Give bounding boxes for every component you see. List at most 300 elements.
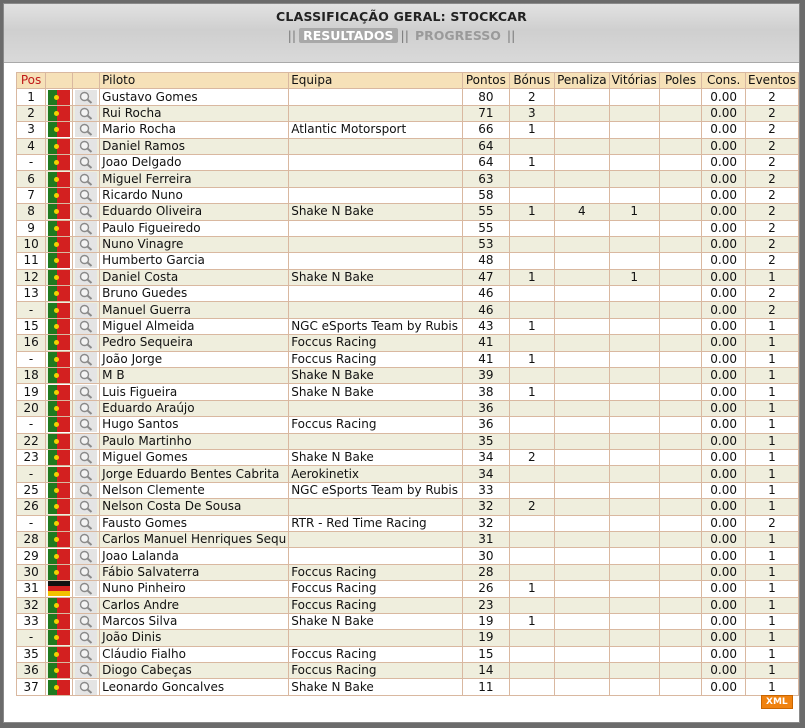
table-row	[17, 122, 799, 138]
cons-cell: 0.00	[702, 335, 746, 351]
table-row	[17, 499, 799, 515]
penaliza-cell	[555, 564, 609, 580]
col-piloto[interactable]: Piloto	[100, 73, 289, 89]
bonus-cell	[509, 433, 555, 449]
details-cell[interactable]	[73, 204, 100, 220]
piloto-cell[interactable]: Humberto Garcia	[100, 253, 289, 269]
magnifier-icon[interactable]	[75, 647, 97, 662]
flag-cell	[46, 236, 73, 252]
cons-cell: 0.00	[702, 138, 746, 154]
eventos-cell: 2	[745, 171, 798, 187]
portugal-flag-icon	[48, 122, 70, 137]
vitorias-cell	[609, 679, 659, 695]
bonus-cell	[509, 646, 555, 662]
piloto-cell[interactable]: Pedro Sequeira	[100, 335, 289, 351]
magnifier-icon[interactable]	[75, 368, 97, 383]
penaliza-cell	[555, 318, 609, 334]
magnifier-icon[interactable]	[75, 467, 97, 482]
magnifier-icon[interactable]	[75, 352, 97, 367]
details-cell[interactable]	[73, 531, 100, 547]
cons-cell: 0.00	[702, 499, 746, 515]
penaliza-cell	[555, 466, 609, 482]
bonus-cell	[509, 286, 555, 302]
pontos-cell: 58	[463, 187, 510, 203]
flag-cell	[46, 400, 73, 416]
equipa-cell: NGC eSports Team by Rubis	[289, 318, 463, 334]
details-cell[interactable]	[73, 548, 100, 564]
cons-cell: 0.00	[702, 368, 746, 384]
vitorias-cell	[609, 105, 659, 121]
pontos-cell: 31	[463, 531, 510, 547]
eventos-cell: 1	[745, 400, 798, 416]
pontos-cell: 36	[463, 417, 510, 433]
magnifier-icon[interactable]	[75, 253, 97, 268]
table-row	[17, 171, 799, 187]
eventos-cell: 1	[745, 433, 798, 449]
magnifier-icon[interactable]	[75, 286, 97, 301]
piloto-cell[interactable]: Fausto Gomes	[100, 515, 289, 531]
pos-cell: 35	[17, 646, 46, 662]
eventos-cell: 1	[745, 384, 798, 400]
piloto-cell[interactable]: Nuno Vinagre	[100, 236, 289, 252]
bonus-cell	[509, 335, 555, 351]
table-row	[17, 564, 799, 580]
cons-cell: 0.00	[702, 679, 746, 695]
details-cell[interactable]	[73, 515, 100, 531]
equipa-cell: Shake N Bake	[289, 269, 463, 285]
col-flag	[46, 73, 73, 89]
tab-progresso[interactable]: PROGRESSO	[414, 28, 501, 43]
pontos-cell: 66	[463, 122, 510, 138]
details-cell[interactable]	[73, 89, 100, 105]
details-cell[interactable]	[73, 236, 100, 252]
magnifier-icon[interactable]	[75, 565, 97, 580]
magnifier-icon[interactable]	[75, 122, 97, 137]
bonus-cell: 1	[509, 204, 555, 220]
magnifier-icon[interactable]	[75, 90, 97, 105]
cons-cell: 0.00	[702, 105, 746, 121]
penaliza-cell	[555, 663, 609, 679]
table-row	[17, 400, 799, 416]
penaliza-cell	[555, 253, 609, 269]
magnifier-icon[interactable]	[75, 319, 97, 334]
cons-cell: 0.00	[702, 646, 746, 662]
view-tabs	[4, 28, 799, 43]
bonus-cell: 1	[509, 318, 555, 334]
magnifier-icon[interactable]	[75, 270, 97, 285]
table-row	[17, 531, 799, 547]
piloto-cell[interactable]: Diogo Cabeças	[100, 663, 289, 679]
details-cell[interactable]	[73, 351, 100, 367]
pos-cell: -	[17, 302, 46, 318]
magnifier-icon[interactable]	[75, 516, 97, 531]
pontos-cell: 19	[463, 630, 510, 646]
details-cell[interactable]	[73, 499, 100, 515]
piloto-cell[interactable]: Luis Figueira	[100, 384, 289, 400]
flag-cell	[46, 368, 73, 384]
vitorias-cell: 1	[609, 269, 659, 285]
magnifier-icon[interactable]	[75, 188, 97, 203]
details-cell[interactable]	[73, 138, 100, 154]
equipa-cell	[289, 400, 463, 416]
col-pontos[interactable]: Pontos	[463, 73, 510, 89]
piloto-cell[interactable]: Joao Delgado	[100, 154, 289, 170]
details-cell[interactable]	[73, 613, 100, 629]
vitorias-cell	[609, 302, 659, 318]
details-cell[interactable]	[73, 384, 100, 400]
pos-cell: 13	[17, 286, 46, 302]
magnifier-icon[interactable]	[75, 303, 97, 318]
vitorias-cell	[609, 220, 659, 236]
bonus-cell	[509, 236, 555, 252]
pontos-cell: 34	[463, 449, 510, 465]
magnifier-icon[interactable]	[75, 417, 97, 432]
vitorias-cell	[609, 646, 659, 662]
piloto-cell[interactable]: Nuno Pinheiro	[100, 581, 289, 597]
magnifier-icon[interactable]	[75, 401, 97, 416]
magnifier-icon[interactable]	[75, 335, 97, 350]
magnifier-icon[interactable]	[75, 532, 97, 547]
poles-cell	[659, 368, 702, 384]
details-cell[interactable]	[73, 318, 100, 334]
details-cell[interactable]	[73, 220, 100, 236]
poles-cell	[659, 663, 702, 679]
pontos-cell: 32	[463, 515, 510, 531]
poles-cell	[659, 466, 702, 482]
magnifier-icon[interactable]	[75, 483, 97, 498]
piloto-cell[interactable]: Nelson Costa De Sousa	[100, 499, 289, 515]
piloto-cell[interactable]: Bruno Guedes	[100, 286, 289, 302]
portugal-flag-icon	[48, 467, 70, 482]
pontos-cell: 14	[463, 663, 510, 679]
flag-cell	[46, 679, 73, 695]
magnifier-icon[interactable]	[75, 204, 97, 219]
equipa-cell	[289, 220, 463, 236]
poles-cell	[659, 548, 702, 564]
flag-cell	[46, 646, 73, 662]
piloto-cell[interactable]: Carlos Andre	[100, 597, 289, 613]
portugal-flag-icon	[48, 630, 70, 645]
eventos-cell: 1	[745, 679, 798, 695]
magnifier-icon[interactable]	[75, 499, 97, 514]
magnifier-icon[interactable]	[75, 106, 97, 121]
vitorias-cell	[609, 154, 659, 170]
piloto-cell[interactable]: Gustavo Gomes	[100, 89, 289, 105]
table-row	[17, 384, 799, 400]
flag-cell	[46, 269, 73, 285]
poles-cell	[659, 302, 702, 318]
piloto-cell[interactable]: Nelson Clemente	[100, 482, 289, 498]
pontos-cell: 80	[463, 89, 510, 105]
equipa-cell	[289, 154, 463, 170]
magnifier-icon[interactable]	[75, 155, 97, 170]
cons-cell: 0.00	[702, 269, 746, 285]
piloto-cell[interactable]: Leonardo Goncalves	[100, 679, 289, 695]
col-bonus[interactable]: Bónus	[509, 73, 555, 89]
pontos-cell: 64	[463, 154, 510, 170]
bonus-cell: 2	[509, 89, 555, 105]
details-cell[interactable]	[73, 302, 100, 318]
cons-cell: 0.00	[702, 482, 746, 498]
details-cell[interactable]	[73, 368, 100, 384]
piloto-cell[interactable]: Eduardo Oliveira	[100, 204, 289, 220]
flag-cell	[46, 515, 73, 531]
vitorias-cell	[609, 466, 659, 482]
portugal-flag-icon	[48, 401, 70, 416]
flag-cell	[46, 286, 73, 302]
details-cell[interactable]	[73, 663, 100, 679]
eventos-cell: 1	[745, 597, 798, 613]
pos-cell: 10	[17, 236, 46, 252]
eventos-cell: 1	[745, 613, 798, 629]
table-row	[17, 581, 799, 597]
piloto-cell[interactable]: Marcos Silva	[100, 613, 289, 629]
flag-cell	[46, 105, 73, 121]
equipa-cell	[289, 302, 463, 318]
portugal-flag-icon	[48, 319, 70, 334]
piloto-cell[interactable]: Miguel Ferreira	[100, 171, 289, 187]
pos-cell: -	[17, 630, 46, 646]
flag-cell	[46, 663, 73, 679]
pos-cell: -	[17, 351, 46, 367]
col-eventos[interactable]: Eventos	[745, 73, 798, 89]
magnifier-icon[interactable]	[75, 680, 97, 695]
vitorias-cell	[609, 663, 659, 679]
pos-cell: 22	[17, 433, 46, 449]
magnifier-icon[interactable]	[75, 549, 97, 564]
details-cell[interactable]	[73, 253, 100, 269]
magnifier-icon[interactable]	[75, 614, 97, 629]
piloto-cell[interactable]: Carlos Manuel Henriques Sequ	[100, 531, 289, 547]
poles-cell	[659, 351, 702, 367]
eventos-cell: 1	[745, 466, 798, 482]
piloto-cell[interactable]: Eduardo Araújo	[100, 400, 289, 416]
piloto-cell[interactable]: Paulo Martinho	[100, 433, 289, 449]
col-equipa[interactable]: Equipa	[289, 73, 463, 89]
equipa-cell: Foccus Racing	[289, 597, 463, 613]
magnifier-icon[interactable]	[75, 450, 97, 465]
poles-cell	[659, 499, 702, 515]
bonus-cell	[509, 466, 555, 482]
col-pos[interactable]: Pos	[17, 73, 46, 89]
pontos-cell: 33	[463, 482, 510, 498]
details-cell[interactable]	[73, 417, 100, 433]
table-row	[17, 154, 799, 170]
equipa-cell: Foccus Racing	[289, 335, 463, 351]
poles-cell	[659, 253, 702, 269]
xml-export-button[interactable]: XML	[761, 695, 793, 709]
piloto-cell[interactable]: Ricardo Nuno	[100, 187, 289, 203]
table-row	[17, 466, 799, 482]
bonus-cell	[509, 368, 555, 384]
vitorias-cell	[609, 122, 659, 138]
table-row	[17, 449, 799, 465]
details-cell[interactable]	[73, 105, 100, 121]
poles-cell	[659, 220, 702, 236]
piloto-cell[interactable]: João Jorge	[100, 351, 289, 367]
details-cell[interactable]	[73, 400, 100, 416]
eventos-cell: 1	[745, 581, 798, 597]
vitorias-cell	[609, 384, 659, 400]
col-penaliza[interactable]: Penaliza	[555, 73, 609, 89]
piloto-cell[interactable]: Joao Lalanda	[100, 548, 289, 564]
equipa-cell: Foccus Racing	[289, 663, 463, 679]
magnifier-icon[interactable]	[75, 630, 97, 645]
cons-cell: 0.00	[702, 663, 746, 679]
portugal-flag-icon	[48, 450, 70, 465]
portugal-flag-icon	[48, 385, 70, 400]
magnifier-icon[interactable]	[75, 434, 97, 449]
equipa-cell: Aerokinetix	[289, 466, 463, 482]
equipa-cell	[289, 433, 463, 449]
piloto-cell[interactable]: Mario Rocha	[100, 122, 289, 138]
cons-cell: 0.00	[702, 171, 746, 187]
penaliza-cell	[555, 548, 609, 564]
details-cell[interactable]	[73, 335, 100, 351]
table-row	[17, 368, 799, 384]
vitorias-cell	[609, 417, 659, 433]
piloto-cell[interactable]: Paulo Figueiredo	[100, 220, 289, 236]
vitorias-cell	[609, 400, 659, 416]
vitorias-cell	[609, 515, 659, 531]
bonus-cell	[509, 679, 555, 695]
pos-cell: -	[17, 515, 46, 531]
portugal-flag-icon	[48, 532, 70, 547]
bonus-cell	[509, 630, 555, 646]
poles-cell	[659, 187, 702, 203]
details-cell[interactable]	[73, 679, 100, 695]
piloto-cell[interactable]: Miguel Almeida	[100, 318, 289, 334]
portugal-flag-icon	[48, 139, 70, 154]
details-cell[interactable]	[73, 433, 100, 449]
details-cell[interactable]	[73, 581, 100, 597]
pos-cell: 16	[17, 335, 46, 351]
penaliza-cell	[555, 531, 609, 547]
piloto-cell[interactable]: Jorge Eduardo Bentes Cabrita	[100, 466, 289, 482]
vitorias-cell	[609, 138, 659, 154]
poles-cell	[659, 449, 702, 465]
piloto-cell[interactable]: João Dinis	[100, 630, 289, 646]
bonus-cell	[509, 531, 555, 547]
details-cell[interactable]	[73, 597, 100, 613]
portugal-flag-icon	[48, 204, 70, 219]
details-cell[interactable]	[73, 269, 100, 285]
standings-window	[3, 3, 800, 723]
table-row	[17, 89, 799, 105]
col-cons[interactable]: Cons.	[702, 73, 746, 89]
eventos-cell: 1	[745, 482, 798, 498]
pontos-cell: 35	[463, 433, 510, 449]
flag-cell	[46, 220, 73, 236]
bonus-cell: 3	[509, 105, 555, 121]
piloto-cell[interactable]: Hugo Santos	[100, 417, 289, 433]
pos-cell: 6	[17, 171, 46, 187]
penaliza-cell	[555, 433, 609, 449]
table-row	[17, 335, 799, 351]
details-cell[interactable]	[73, 187, 100, 203]
portugal-flag-icon	[48, 417, 70, 432]
penaliza-cell	[555, 417, 609, 433]
details-cell[interactable]	[73, 286, 100, 302]
bonus-cell: 1	[509, 122, 555, 138]
cons-cell: 0.00	[702, 531, 746, 547]
details-cell[interactable]	[73, 171, 100, 187]
magnifier-icon[interactable]	[75, 172, 97, 187]
piloto-cell[interactable]: Daniel Ramos	[100, 138, 289, 154]
details-cell[interactable]	[73, 449, 100, 465]
magnifier-icon[interactable]	[75, 598, 97, 613]
penaliza-cell	[555, 597, 609, 613]
tab-resultados[interactable]: RESULTADOS	[299, 28, 397, 43]
piloto-cell[interactable]: Miguel Gomes	[100, 449, 289, 465]
eventos-cell: 1	[745, 417, 798, 433]
penaliza-cell	[555, 138, 609, 154]
cons-cell: 0.00	[702, 417, 746, 433]
flag-cell	[46, 548, 73, 564]
bonus-cell	[509, 138, 555, 154]
piloto-cell[interactable]: Cláudio Fialho	[100, 646, 289, 662]
col-poles[interactable]: Poles	[659, 73, 702, 89]
bonus-cell	[509, 302, 555, 318]
piloto-cell[interactable]: Rui Rocha	[100, 105, 289, 121]
poles-cell	[659, 630, 702, 646]
details-cell[interactable]	[73, 564, 100, 580]
col-vitorias[interactable]: Vitórias	[609, 73, 659, 89]
magnifier-icon[interactable]	[75, 221, 97, 236]
pontos-cell: 30	[463, 548, 510, 564]
portugal-flag-icon	[48, 680, 70, 695]
pos-cell: 18	[17, 368, 46, 384]
details-cell[interactable]	[73, 630, 100, 646]
bonus-cell	[509, 548, 555, 564]
poles-cell	[659, 286, 702, 302]
magnifier-icon[interactable]	[75, 385, 97, 400]
details-cell[interactable]	[73, 646, 100, 662]
details-cell[interactable]	[73, 154, 100, 170]
table-row	[17, 253, 799, 269]
piloto-cell[interactable]: Manuel Guerra	[100, 302, 289, 318]
details-cell[interactable]	[73, 466, 100, 482]
table-row	[17, 236, 799, 252]
piloto-cell[interactable]: M B	[100, 368, 289, 384]
equipa-cell	[289, 531, 463, 547]
pos-cell: 3	[17, 122, 46, 138]
pos-cell: -	[17, 154, 46, 170]
bonus-cell: 1	[509, 581, 555, 597]
eventos-cell: 2	[745, 105, 798, 121]
magnifier-icon[interactable]	[75, 581, 97, 596]
portugal-flag-icon	[48, 647, 70, 662]
vitorias-cell	[609, 548, 659, 564]
details-cell[interactable]	[73, 122, 100, 138]
magnifier-icon[interactable]	[75, 139, 97, 154]
piloto-cell[interactable]: Fábio Salvaterra	[100, 564, 289, 580]
equipa-cell	[289, 105, 463, 121]
magnifier-icon[interactable]	[75, 237, 97, 252]
eventos-cell: 2	[745, 122, 798, 138]
penaliza-cell	[555, 679, 609, 695]
bonus-cell	[509, 220, 555, 236]
table-row	[17, 417, 799, 433]
magnifier-icon[interactable]	[75, 663, 97, 678]
piloto-cell[interactable]: Daniel Costa	[100, 269, 289, 285]
equipa-cell: Foccus Racing	[289, 351, 463, 367]
pos-cell: 30	[17, 564, 46, 580]
bonus-cell	[509, 564, 555, 580]
pos-cell: 29	[17, 548, 46, 564]
portugal-flag-icon	[48, 335, 70, 350]
details-cell[interactable]	[73, 482, 100, 498]
